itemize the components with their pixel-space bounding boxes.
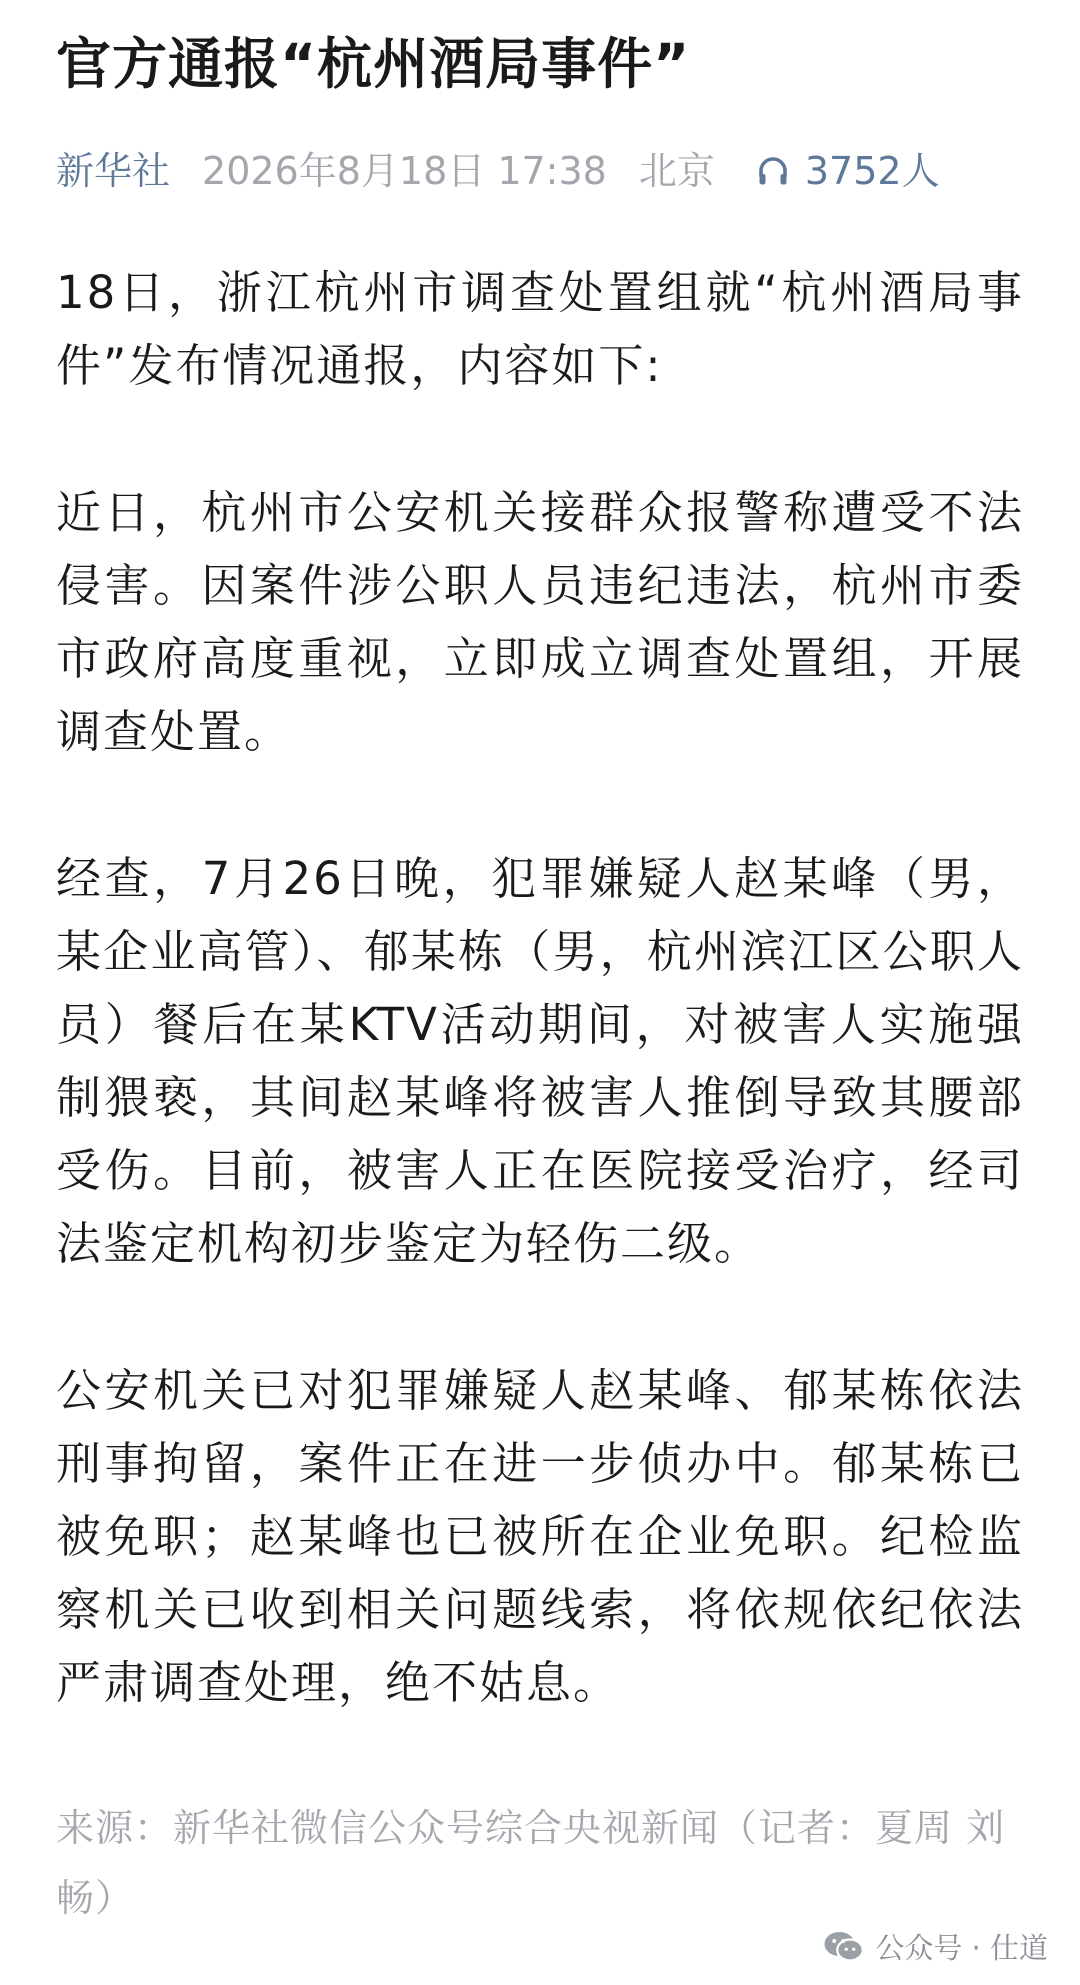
watermark-text: 公众号 · 仕道 [875,1931,1048,1965]
paragraph: 经查，7月26日晚，犯罪嫌疑人赵某峰（男，某企业高管）、郁某栋（男，杭州滨江区公职人员）餐后在某KTV活动期间，对被害人实施强制猥亵，其间赵某峰将被害人推倒导致其腰部受伤。目前，被害人正在医院接受治疗，经司法鉴定机构初步鉴定为轻伤二级。 [56,852,1024,1270]
listen-count-text: 3752人 [804,149,940,193]
paragraph: 近日，杭州市公安机关接群众报警称遭受不法侵害。因案件涉公职人员违纪违法，杭州市委市政府高度重视，立即成立调查处置组，开展调查处置。 [56,486,1024,758]
article-meta [56,146,1024,196]
location: 北京 [638,149,715,193]
wechat-icon [823,1929,865,1965]
article-title: 官方通报“杭州酒局事件” [56,32,691,96]
paragraph: 公安机关已对犯罪嫌疑人赵某峰、郁某栋依法刑事拘留，案件正在进一步侦办中。郁某栋已被免职；赵某峰也已被所在企业免职。纪检监察机关已收到相关问题线索，将依规依纪依法严肃调查处理，绝不姑息。 [56,1364,1024,1709]
listen-count[interactable] [755,146,940,196]
article-body [56,256,1024,1933]
watermark [823,1926,1048,1967]
paragraph: 18日，浙江杭州市调查处置组就“杭州酒局事件”发布情况通报，内容如下: [56,266,1024,392]
source-credit: 来源：新华社微信公众号综合央视新闻（记者：夏周 刘畅） [56,1806,1006,1920]
publish-datetime: 2026年8月18日 17:38 [202,149,607,193]
headphone-icon [755,153,791,189]
article [56,28,1024,1933]
source-link[interactable]: 新华社 [56,149,171,193]
